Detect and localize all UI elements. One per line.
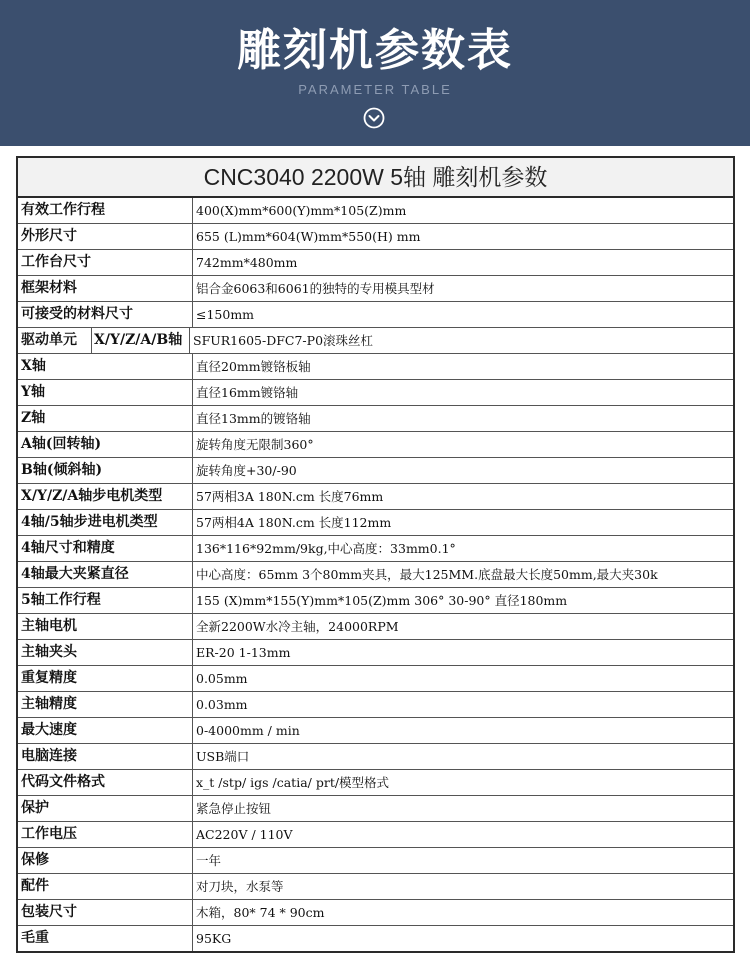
table-row: [18, 302, 733, 328]
row-label: 保修: [18, 848, 193, 873]
row-label: 5轴工作行程: [18, 588, 193, 613]
row-value: 对刀块，水泵等: [196, 879, 284, 894]
row-value: 旋转角度无限制360°: [196, 437, 314, 452]
table-row: [18, 250, 733, 276]
row-value: 直径20mm镀铬板轴: [196, 359, 311, 374]
row-label: 最大速度: [18, 718, 193, 743]
row-value: 木箱，80* 74 * 90cm: [196, 905, 325, 920]
row-value: AC220V / 110V: [196, 827, 293, 842]
table-row: [18, 276, 733, 302]
parameter-table: [16, 156, 735, 953]
chevron-down-circle-icon: [363, 107, 385, 129]
table-row: [18, 432, 733, 458]
table-row: [18, 744, 733, 770]
row-label: 重复精度: [18, 666, 193, 691]
table-row: [18, 536, 733, 562]
table-row: [18, 848, 733, 874]
table-row: [18, 796, 733, 822]
row-value: 136*116*92mm/9kg,中心高度：33mm0.1°: [196, 541, 456, 556]
table-row: [18, 666, 733, 692]
page-subtitle: PARAMETER TABLE: [298, 82, 452, 97]
row-label: 工作台尺寸: [18, 250, 193, 275]
header-banner: [0, 0, 750, 146]
row-value: 一年: [196, 853, 222, 868]
table-row: [18, 484, 733, 510]
table-row: [18, 692, 733, 718]
row-value: x_t /stp/ igs /catia/ prt/模型格式: [196, 775, 390, 790]
row-label: X/Y/Z/A轴步电机类型: [18, 484, 193, 509]
table-row: [18, 224, 733, 250]
row-value: ER-20 1-13mm: [196, 645, 291, 660]
row-value: 铝合金6063和6061的独特的专用模具型材: [196, 281, 435, 296]
row-label: 工作电压: [18, 822, 193, 847]
row-label: 4轴/5轴步进电机类型: [18, 510, 193, 535]
row-label: 主轴精度: [18, 692, 193, 717]
row-value: 57两相3A 180N.cm 长度76mm: [196, 489, 384, 504]
table-title: CNC3040 2200W 5轴 雕刻机参数: [18, 158, 733, 198]
row-label: 主轴夹头: [18, 640, 193, 665]
row-value: 0.05mm: [196, 671, 248, 686]
table-row: [18, 406, 733, 432]
row-value: 57两相4A 180N.cm 长度112mm: [196, 515, 392, 530]
row-label: 配件: [18, 874, 193, 899]
table-row: [18, 822, 733, 848]
table-row: [18, 328, 733, 354]
row-label: 框架材料: [18, 276, 193, 301]
table-row: [18, 718, 733, 744]
row-value: 0-4000mm / min: [196, 723, 300, 738]
page-title: 雕刻机参数表: [237, 25, 513, 76]
row-value: SFUR1605-DFC7-P0滚珠丝杠: [193, 333, 374, 348]
row-value: 中心高度：65mm 3个80mm夹具，最大125MM.底盘最大长度50mm,最大夹30k: [196, 567, 658, 582]
row-sublabel: X/Y/Z/A/B轴: [94, 332, 183, 348]
table-row: [18, 900, 733, 926]
row-label: 电脑连接: [18, 744, 193, 769]
row-value: 旋转角度+30/-90: [196, 463, 297, 478]
row-label: 主轴电机: [18, 614, 193, 639]
row-label: A轴(回转轴): [18, 432, 193, 457]
row-value: 全新2200W水冷主轴，24000RPM: [196, 619, 399, 634]
row-value: 紧急停止按钮: [196, 801, 272, 816]
row-value: USB端口: [196, 749, 250, 764]
table-row: [18, 614, 733, 640]
row-value: 0.03mm: [196, 697, 248, 712]
row-label: 外形尺寸: [18, 224, 193, 249]
row-value: 直径16mm镀铬轴: [196, 385, 299, 400]
row-label: 4轴尺寸和精度: [18, 536, 193, 561]
row-label: 代码文件格式: [18, 770, 193, 795]
table-row: [18, 380, 733, 406]
row-label: X轴: [18, 354, 193, 379]
row-value: 400(X)mm*600(Y)mm*105(Z)mm: [196, 203, 407, 218]
row-value: 742mm*480mm: [196, 255, 298, 270]
table-row: [18, 770, 733, 796]
row-label: 保护: [18, 796, 193, 821]
row-label: 驱动单元: [18, 328, 92, 353]
table-row: [18, 198, 733, 224]
table-row: [18, 510, 733, 536]
table-row: [18, 458, 733, 484]
row-label: 有效工作行程: [18, 198, 193, 223]
table-row: [18, 354, 733, 380]
row-label: 毛重: [18, 926, 193, 951]
row-label: 可接受的材料尺寸: [18, 302, 193, 327]
table-body: [18, 198, 733, 951]
row-value: 直径13mm的镀铬轴: [196, 411, 311, 426]
table-row: [18, 926, 733, 951]
row-label: 包装尺寸: [18, 900, 193, 925]
row-label-group: [18, 328, 190, 353]
row-label: Z轴: [18, 406, 193, 431]
table-row: [18, 874, 733, 900]
table-row: [18, 640, 733, 666]
row-label: B轴(倾斜轴): [18, 458, 193, 483]
table-row: [18, 562, 733, 588]
row-label: Y轴: [18, 380, 193, 405]
row-value: 95KG: [196, 931, 232, 946]
row-value: ≤150mm: [196, 307, 255, 322]
row-label: 4轴最大夹紧直径: [18, 562, 193, 587]
row-value: 155 (X)mm*155(Y)mm*105(Z)mm 306° 30-90° 直径180mm: [196, 593, 568, 608]
table-row: [18, 588, 733, 614]
row-value: 655 (L)mm*604(W)mm*550(H) mm: [196, 229, 421, 244]
